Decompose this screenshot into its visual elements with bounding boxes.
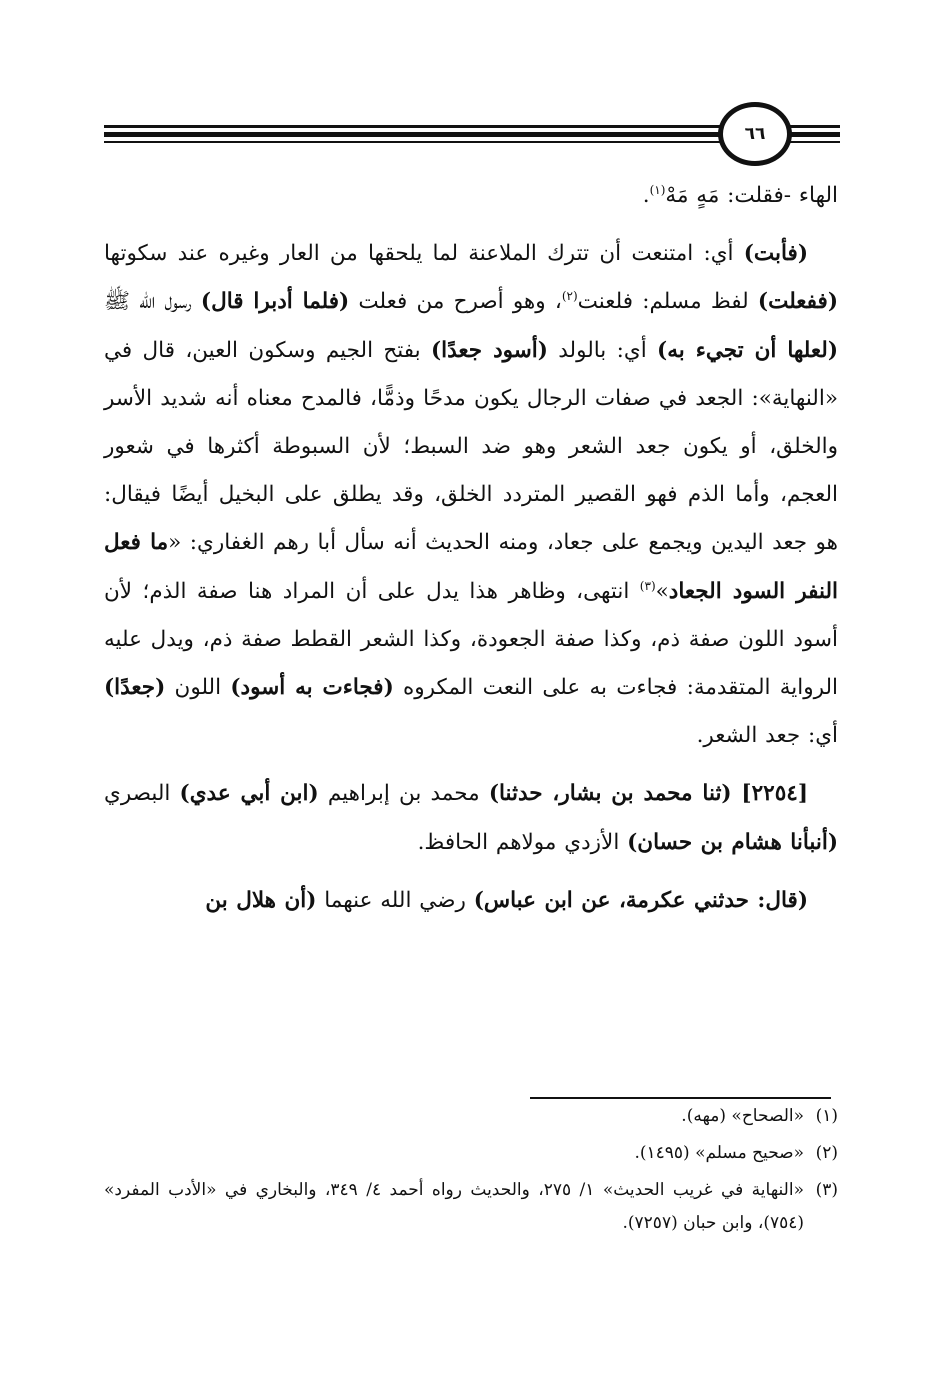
text-run: أي: جعد الشعر. — [696, 723, 838, 749]
paragraph — [104, 770, 838, 866]
footnote-text: «النهاية في غريب الحديث» ١/ ٢٧٥، والحديث رواه أحمد ٤/ ٣٤٩، والبخاري في «الأدب المفرد» (٧٥٤)، وابن حبان (٧٢٥٧). — [104, 1180, 804, 1233]
bold-text: (فلما أدبرا قال) — [200, 289, 350, 315]
bold-text: (لعلها أن تجيء به) — [657, 337, 839, 363]
paragraph — [104, 172, 838, 220]
paragraph — [104, 230, 838, 760]
bold-text: (أن هلال بن — [205, 887, 317, 913]
main-text — [104, 172, 838, 925]
bold-text: (فجاءت به أسود) — [230, 675, 394, 701]
footnotes — [104, 1100, 838, 1240]
bold-text: (فأبت) — [743, 241, 808, 267]
bold-text: [٢٢٥٤] (ثنا محمد بن بشار، حدثنا) — [488, 781, 808, 807]
text-run: أي: امتنعت أن تترك الملاعنة لما يلحقها من العار وغيره عند سكوتها — [104, 241, 744, 267]
footnote — [104, 1174, 838, 1240]
text-run: لفظ مسلم: فلعنت — [577, 289, 758, 315]
text-run: ، وهو أصرح من فعلت — [349, 289, 562, 315]
text-run: البصري — [104, 781, 180, 807]
footnote-text: «الصحاح» (مهه). — [681, 1106, 804, 1126]
paragraph — [104, 877, 838, 925]
bold-text: ما فعل النفر السود الجعاد — [104, 530, 838, 604]
footnote-ref: (١) — [649, 182, 666, 197]
bold-text: (ففعلت) — [757, 289, 839, 315]
text-run: الهاء -فقلت: مَهٍ مَهْ — [665, 183, 838, 208]
text-run: رضي الله عنهما — [316, 887, 474, 913]
text-run: الأزدي مولاهم الحافظ. — [417, 829, 628, 855]
text-run: اللون — [165, 675, 231, 701]
text-run: بفتح الجيم وسكون العين، قال في «النهاية»: الجعد في صفات الرجال يكون مدحًا وذمًّا، فالمدح معناه أنه شديد الأسر والخلق، أو يكون جعد الشعر وهو ضد السبط؛ لأن السبوطة أكثرها في شعور العجم، وأما الذم فهو القصير المتردد الخلق، وقد يطلق على البخيل أيضًا فيقال: هو جعد اليدين ويجمع على جعاد، ومنه الحديث أنه سأل أبا رهم الغفاري: « — [104, 337, 839, 556]
text-run: محمد بن إبراهيم — [318, 781, 489, 807]
footnote-number: (٣) — [815, 1180, 838, 1200]
footnote-number: (٢) — [815, 1143, 838, 1163]
page-header — [0, 0, 938, 170]
footnote-ref: (٣) — [639, 578, 656, 593]
page-number: ٦٦ — [744, 124, 766, 144]
footnote-number: (١) — [815, 1106, 838, 1126]
text-run: أي: بالولد — [547, 337, 658, 363]
text-run: رسول الله ﷺ — [104, 289, 201, 315]
footnote — [104, 1100, 838, 1133]
bold-text: (جعدًا) — [104, 675, 166, 701]
footnote — [104, 1137, 838, 1170]
footnote-text: «صحيح مسلم» (١٤٩٥). — [634, 1143, 804, 1163]
text-run: انتهى، وظاهر هذا يدل على أن المراد هنا صفة الذم؛ لأن أسود اللون صفة ذم، وكذا صفة الجعودة، وكذا الشعر القطط صفة ذم، ويدل عليه الرواية المتقدمة: فجاءت به على النعت المكروه — [104, 578, 838, 701]
footnote-ref: (٢) — [561, 289, 578, 304]
bold-text: (قال: حدثني عكرمة، عن ابن عباس) — [473, 887, 808, 913]
text-run: . — [642, 183, 650, 208]
text-run: » — [655, 578, 669, 604]
bold-text: (أسود جعدًا) — [430, 337, 548, 363]
bold-text: (أنبأنا هشام بن حسان) — [627, 829, 838, 855]
page-number-badge — [718, 102, 792, 166]
bold-text: (ابن أبي عدي) — [179, 781, 319, 807]
footnote-separator — [530, 1097, 831, 1099]
